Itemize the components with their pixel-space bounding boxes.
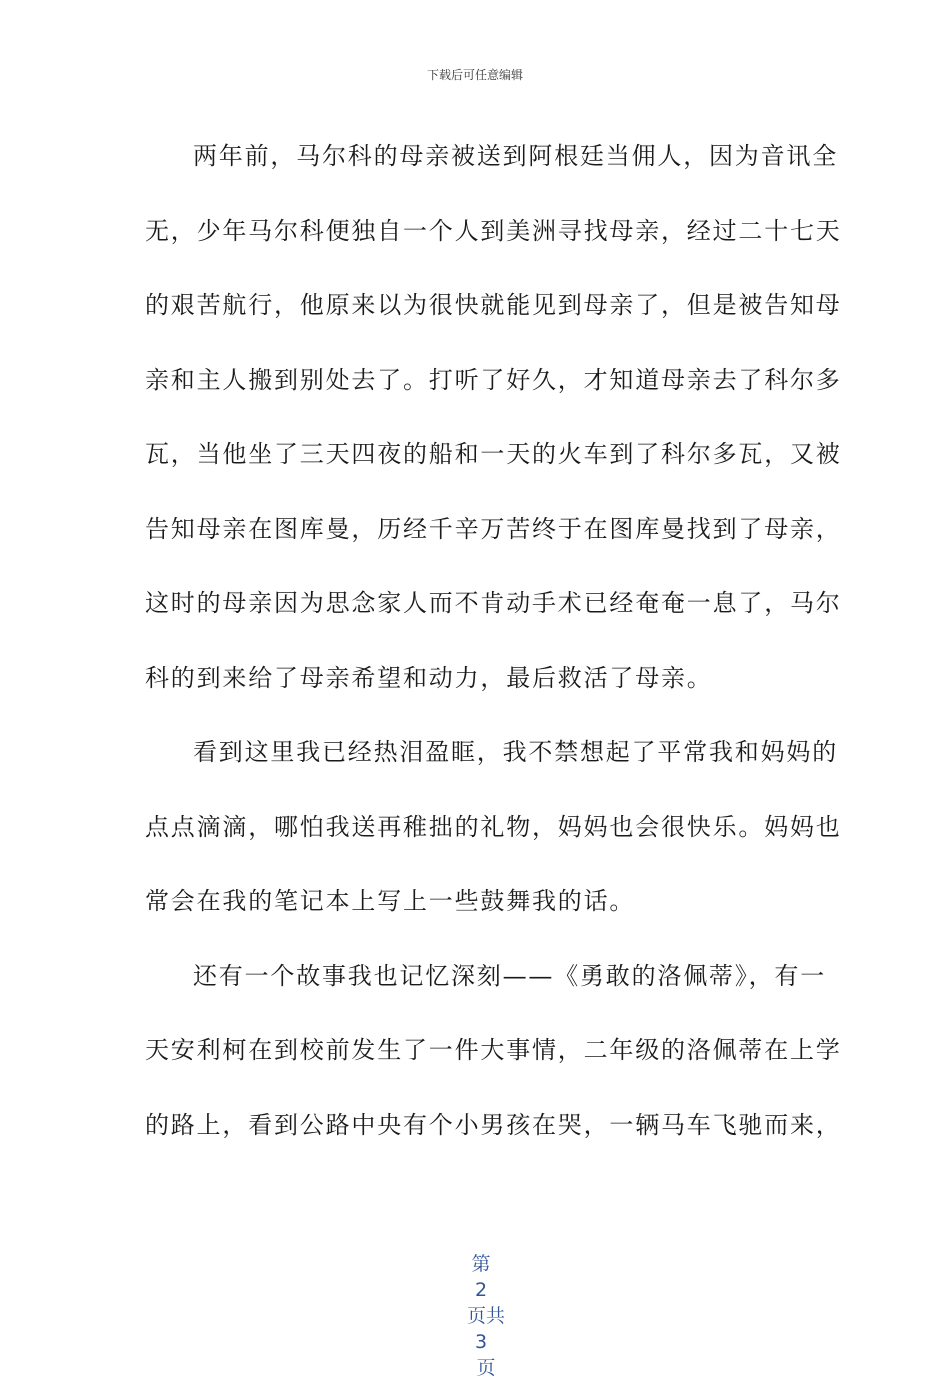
page-label-suffix: 页 [476,1357,496,1379]
total-pages-number: 3 [475,1331,488,1353]
paragraph-line: 两年前，马尔科的母亲被送到阿根廷当佣人，因为音讯全 [193,142,838,170]
paragraph-line: 告知母亲在图库曼，历经千辛万苦终于在图库曼找到了母亲， [145,514,842,543]
paragraph-line: 科的到来给了母亲希望和动力，最后救活了母亲。 [145,663,713,692]
page-footer [0,1225,950,1381]
paragraph-line: 的艰苦航行，他原来以为很快就能见到母亲了，但是被告知母 [145,291,842,319]
document-body [145,119,842,1162]
paragraph-line: 常会在我的笔记本上写上一些鼓舞我的话。 [145,887,636,915]
paragraph-line: 瓦，当他坐了三天四夜的船和一天的火车到了科尔多瓦，又被 [145,440,842,468]
page-label-prefix: 第 [471,1253,491,1275]
paragraph-line: 点点滴滴，哪怕我送再稚拙的礼物，妈妈也会很快乐。妈妈也 [145,812,842,841]
paragraph-line: 这时的母亲因为思念家人而不肯动手术已经奄奄一息了，马尔 [145,589,842,617]
paragraph-2 [145,715,842,939]
header-text: 下载后可任意编辑 [426,68,523,82]
paragraph-1 [145,119,842,715]
paragraph-line: 的路上，看到公路中央有个小男孩在哭，一辆马车飞驰而来， [145,1110,842,1139]
current-page-number: 2 [475,1279,488,1301]
paragraph-line: 还有一个故事我也记忆深刻——《勇敢的洛佩蒂》，有一 [193,961,826,990]
paragraph-3 [145,939,842,1163]
page-label-middle: 页共 [467,1305,506,1327]
paragraph-line: 看到这里我已经热泪盈眶，我不禁想起了平常我和妈妈的 [193,738,838,766]
paragraph-line: 亲和主人搬到别处去了。打听了好久，才知道母亲去了科尔多 [145,365,842,394]
paragraph-line: 天安利柯在到校前发生了一件大事情，二年级的洛佩蒂在上学 [145,1036,842,1064]
paragraph-line: 无，少年马尔科便独自一个人到美洲寻找母亲，经过二十七天 [145,216,842,245]
page-header [0,67,950,83]
